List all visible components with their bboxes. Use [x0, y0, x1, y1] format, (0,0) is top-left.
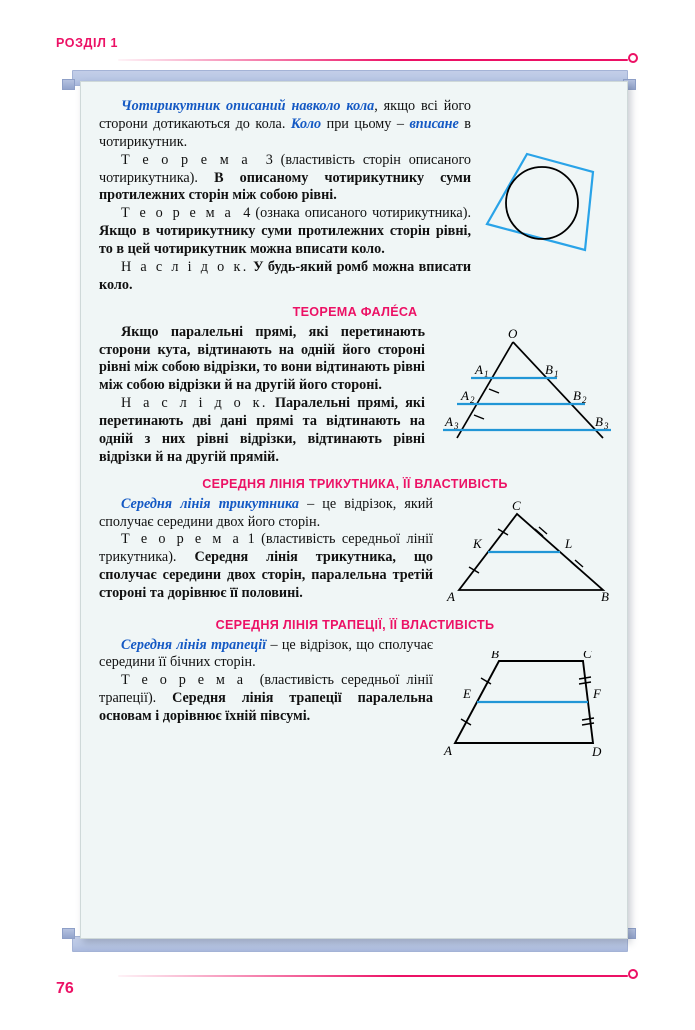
- triangle-label-C: C: [512, 497, 521, 513]
- whiteboard-frame: [60, 70, 638, 952]
- theorem-trap-statement: Середня лінія трапеції паралельна основам і дорівнює їхній півсумі.: [99, 690, 433, 725]
- thales-label-A1-sub: 1: [484, 368, 489, 379]
- theorem-tri-label: Т е о р е м а: [121, 531, 242, 548]
- trapezoid-label-F: F: [593, 685, 601, 701]
- trapezoid-tick-cf-1: [579, 677, 591, 679]
- trapezoid-label-D: D: [592, 743, 602, 759]
- header-dot-icon: [628, 53, 638, 63]
- inscribed-circle-shape: [506, 167, 578, 239]
- thales-svg: [435, 326, 611, 444]
- corollary-1-statement: У будь-який ромб можна вписати коло.: [99, 259, 471, 293]
- inscribed-circle-svg: [481, 146, 609, 258]
- thales-tick-2: [474, 415, 484, 419]
- corollary-1-label: Н а с л і д о к.: [121, 259, 249, 276]
- theorem-4-label: Т е о р е м а: [121, 205, 234, 222]
- section-heading-triangle-midline: СЕРЕДНЯ ЛІНІЯ ТРИКУТНИКА, ЇЇ ВЛАСТИВІСТЬ: [202, 476, 508, 491]
- chapter-label: РОЗДІЛ 1: [56, 36, 119, 50]
- thales-label-B1-sub: 1: [554, 368, 559, 379]
- trapezoid-midline-svg: [443, 651, 611, 759]
- theorem-trap-label: Т е о р е м а: [121, 672, 246, 689]
- trapezoid-label-A: A: [444, 742, 452, 758]
- thales-tick-1: [489, 389, 499, 393]
- figure-inscribed-circle: [481, 146, 609, 258]
- theorem-tri-paren: (властивість середньої лінії трикутника).: [99, 531, 433, 566]
- theorem-3-statement: В описаному чотирикутнику суми протилежних сторін між собою рівні.: [99, 169, 472, 204]
- thales-label-B2-sub: 2: [582, 394, 587, 405]
- paragraph-corollary-1: [99, 259, 611, 295]
- theorem-tri-number: 1: [247, 531, 255, 548]
- triangle-label-K: K: [473, 535, 482, 551]
- thales-label-B3-sub: 3: [604, 420, 609, 431]
- text-rest-1: , якщо всі його сторони дотикаються до кола.: [99, 98, 471, 132]
- figure-triangle-midline: [443, 498, 611, 606]
- page-number: 76: [56, 980, 74, 997]
- theorem-4-statement: Якщо в чотирикутнику суми протилежних сторін рівні, то в цей чотирикутник можна вписати коло.: [99, 223, 471, 258]
- thales-label-A2-sub: 2: [470, 394, 475, 405]
- section-heading-thales: ТЕОРЕМА ФАЛÉСА: [292, 304, 418, 319]
- triangle-label-B: B: [601, 588, 609, 604]
- triangle-label-L: L: [565, 535, 573, 551]
- triangle-tick-ka: [469, 567, 479, 573]
- thales-label-A3-sub: 3: [454, 420, 459, 431]
- board-tab-bottom-left: [62, 928, 75, 939]
- thales-label-B1: B: [545, 361, 553, 377]
- theorem-3-label: Т е о р е м а: [121, 151, 251, 168]
- textbook-body: [99, 98, 611, 761]
- theorem-4-paren: (ознака описаного чотирикутника).: [255, 205, 472, 222]
- trapezoid-tick-cf-2: [579, 682, 591, 684]
- term-circle: Коло: [290, 115, 322, 132]
- corollary-2-statement: Паралельні прямі, які перетинають дві дані прямі та відтинають на одній з них рівні відрізки, відтинають рівні відрізки й на другій прямій.: [99, 395, 426, 465]
- thales-right-ray: [513, 342, 603, 438]
- text-rest-3: в чотирикутник.: [99, 115, 471, 150]
- thales-label-B2: B: [573, 387, 581, 403]
- term-inscribed: вписане: [409, 115, 459, 132]
- thales-label-B3: B: [595, 413, 603, 429]
- triangle-midline-svg: [443, 498, 611, 606]
- trapezoid-label-C: C: [583, 650, 592, 661]
- thales-label-A1: A: [475, 361, 483, 377]
- footer-rule: [118, 975, 628, 977]
- figure-trapezoid-midline: [443, 651, 611, 759]
- term-trapezoid-midline: Середня лінія трапеції: [121, 636, 267, 653]
- trapezoid-label-E: E: [463, 685, 471, 701]
- page-content-area: [80, 81, 628, 939]
- trapezoid-tick-fd-1: [582, 718, 594, 720]
- corollary-2-label: Н а с л і д о к.: [121, 395, 268, 412]
- paragraph-circumscribed-definition: [99, 98, 611, 152]
- triangle-label-A: A: [447, 588, 455, 604]
- header-rule: [118, 59, 628, 61]
- footer-dot-icon: [628, 969, 638, 979]
- theorem-tri-statement: Середня лінія трикутника, що сполучає середини двох сторін, паралельна третій стороні та дорівнює її половині.: [99, 549, 433, 602]
- theorem-3-paren: (властивість сторін описаного чотирикутника).: [99, 151, 472, 186]
- triangle-tick-ck: [498, 529, 508, 535]
- term-triangle-midline: Середня лінія трикутника: [121, 495, 299, 512]
- trapezoid-def-rest: – це відрізок, що сполучає середини її бічних сторін.: [99, 636, 433, 671]
- theorem-4-number: 4: [243, 205, 251, 222]
- paragraph-thales-statement: Якщо паралельні прямі, які перетинають сторони кута, відтинають на одній його стороні рівні між собою відрізки, то вони відтинають рівні між собою відрізки й на другій його стороні.: [99, 323, 425, 394]
- text-rest-2: при цьому –: [321, 115, 410, 132]
- theorem-trap-paren: (властивість середньої лінії трапеції).: [99, 672, 433, 707]
- triangle-def-rest: – це відрізок, який сполучає середини двох його сторін.: [99, 495, 433, 530]
- board-tab-top-left: [62, 79, 75, 90]
- thales-label-A2: A: [461, 387, 469, 403]
- figure-thales: [435, 326, 611, 444]
- thales-label-O: O: [508, 325, 518, 341]
- trapezoid-tick-fd-2: [582, 723, 594, 725]
- section-heading-trapezoid-midline: СЕРЕДНЯ ЛІНІЯ ТРАПЕЦІЇ, ЇЇ ВЛАСТИВІСТЬ: [215, 617, 495, 632]
- trapezoid-label-B: B: [491, 650, 499, 661]
- theorem-3-number: 3: [265, 151, 273, 168]
- term-circumscribed-quadrilateral: Чотирикутник описаний навколо кола: [121, 98, 375, 114]
- thales-label-A3: A: [445, 413, 453, 429]
